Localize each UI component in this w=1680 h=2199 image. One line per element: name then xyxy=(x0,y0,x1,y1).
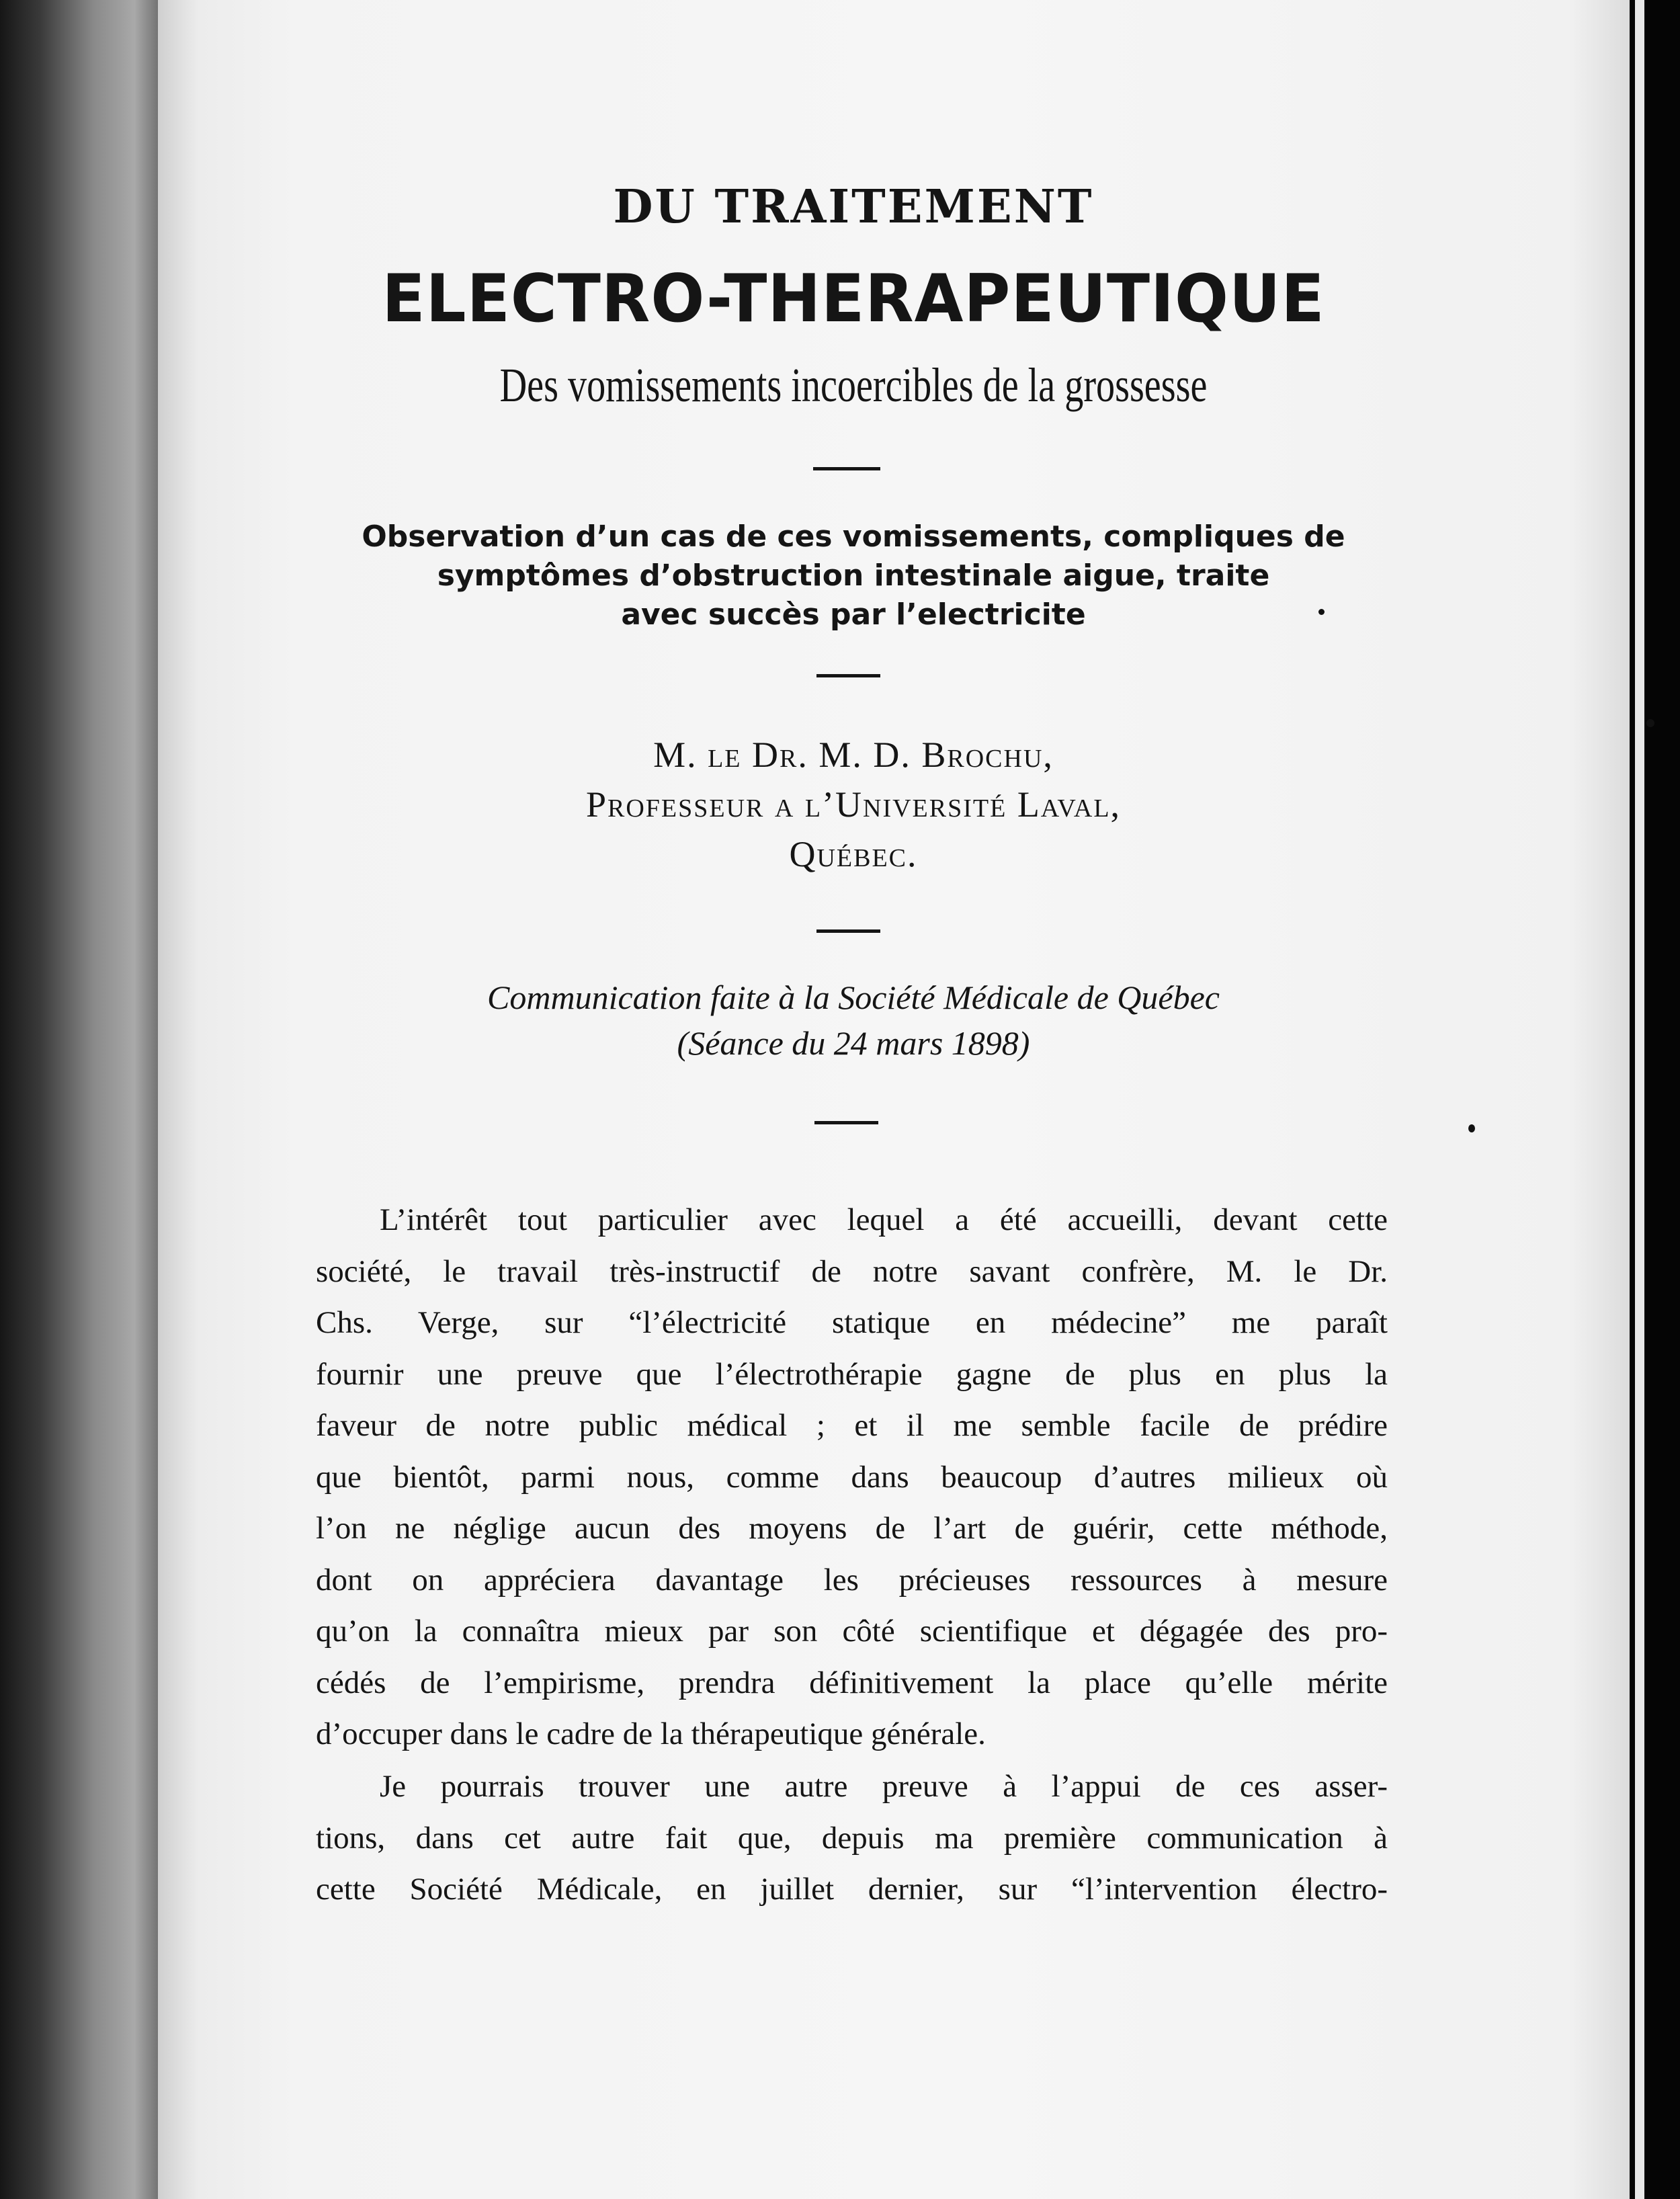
divider-rule-1 xyxy=(813,467,880,470)
text-line: Je pourrais trouver une autre preuve à l’appui de ces asser- xyxy=(380,1769,1388,1804)
observation-line: Observation d’un cas de ces vomissements, compliques de xyxy=(362,520,1345,554)
text-line: société, le travail très-instructif de notre savant confrère, M. le Dr. xyxy=(316,1253,1388,1289)
body-paragraph-2 xyxy=(316,1761,1388,1915)
title-line-1: DU TRAITEMENT xyxy=(613,180,1094,234)
divider-rule-2 xyxy=(816,674,880,677)
ink-speck xyxy=(1318,609,1325,615)
divider-rule-3 xyxy=(816,929,880,933)
text-line: L’intérêt tout particulier avec lequel a été accueilli, devant cette xyxy=(380,1202,1388,1237)
text-line: tions, dans cet autre fait que, depuis ma première communication à xyxy=(316,1820,1388,1856)
text-line: l’on ne néglige aucun des moyens de l’art de guérir, cette méthode, xyxy=(316,1511,1388,1546)
text-line: cédés de l’empirisme, prendra définitivement la place qu’elle mérite xyxy=(316,1665,1388,1700)
title-line-2: ELECTRO-THERAPEUTIQUE xyxy=(382,261,1325,337)
communication-line-1: Communication faite à la Société Médicale de Québec xyxy=(487,979,1220,1016)
body-paragraph-1 xyxy=(316,1194,1388,1760)
text-line: fournir une preuve que l’électrothérapie gagne de plus en plus la xyxy=(316,1356,1388,1392)
communication-note xyxy=(0,974,1680,1066)
subtitle: Des vomissements incoercibles de la grossesse xyxy=(499,358,1208,412)
author-title: Professeur a l’Université Laval, xyxy=(585,784,1122,825)
ink-speck xyxy=(1646,719,1654,727)
text-line: que bientôt, parmi nous, comme dans beaucoup d’autres milieux où xyxy=(316,1459,1388,1495)
observation-line: avec succès par l’electricite xyxy=(621,597,1086,632)
author-block xyxy=(0,730,1680,879)
author-name: M. le Dr. M. D. Brochu, xyxy=(653,735,1054,775)
text-line: cette Société Médicale, en juillet dernier, sur “l’intervention électro- xyxy=(316,1872,1388,1907)
text-line: dont on appréciera davantage les précieuses ressources à mesure xyxy=(316,1562,1388,1598)
text-line: qu’on la connaîtra mieux par son côté scientifique et dégagée des pro- xyxy=(316,1614,1388,1649)
observation-summary xyxy=(0,517,1680,634)
text-line: faveur de notre public médical ; et il me semble facile de prédire xyxy=(316,1408,1388,1443)
author-city: Québec. xyxy=(789,834,918,874)
communication-line-2: (Séance du 24 mars 1898) xyxy=(677,1024,1030,1062)
text-line: d’occuper dans le cadre de la thérapeutique générale. xyxy=(316,1716,986,1751)
text-line: Chs. Verge, sur “l’électricité statique en médecine” me paraît xyxy=(316,1305,1388,1340)
observation-line: symptômes d’obstruction intestinale aigue, traite xyxy=(437,558,1270,593)
ink-speck xyxy=(1468,1124,1475,1132)
divider-rule-4 xyxy=(814,1121,878,1124)
